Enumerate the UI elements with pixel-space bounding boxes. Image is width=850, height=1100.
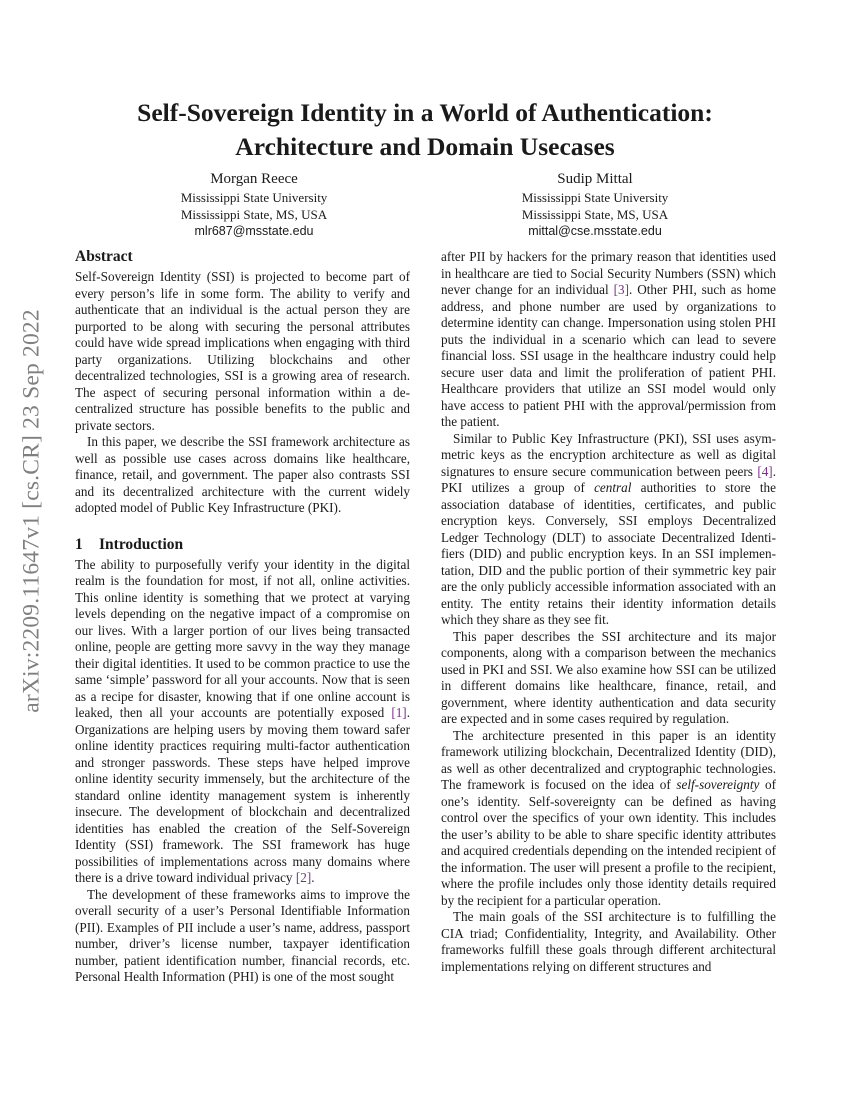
section-number: 1: [75, 535, 83, 553]
intro-paragraph-5: [441, 728, 776, 910]
citation-link[interactable]: [2]: [295, 870, 312, 885]
author-location: Mississippi State, MS, USA: [521, 207, 669, 222]
intro-paragraph-3: [441, 431, 776, 629]
author-name: Sudip Mittal: [557, 171, 633, 187]
author-block-2: [475, 169, 715, 240]
text-run: . Organizations are helping users by moving them toward safer online identity practices requiring multi-factor authentication and stronger passwords. These steps have helped improve online identity security immensely, but the architecture of the standard online identity management system is inherently insecure. The development of blockchain and decentralized identities has enabled the creation of the Self-Sovereign Identity (SSI) framework. The SSI framework has huge possibilities of implementations across many domains where there is a drive toward individual privacy: [75, 705, 410, 885]
author-email: mittal@cse.msstate.edu: [528, 224, 662, 238]
author-location: Mississippi State, MS, USA: [180, 207, 328, 222]
intro-paragraph-2-cont: [441, 249, 776, 431]
text-run: authorities to store the association database of identities, certificates, and public encryption keys. Conversely, SSI employs Decentralized Ledger Technology (DLT) to associate Decentralized Identifiers (DID) and public encryption keys. In an SSI implementation, DID and the public portion of their symmetric key pair are the only publicly accessible information associated with an entity. The entity retains their identity information details which they share as they see fit.: [441, 480, 776, 627]
citation-link[interactable]: [1]: [391, 705, 407, 720]
text-run: . PKI utilizes a group of: [441, 463, 776, 495]
text-run: after PII by hackers for the primary reason that identities used in healthcare are tied to Social Security Numbers (SSN) which never change for an individual: [441, 249, 776, 297]
citation-link[interactable]: [4]: [757, 463, 773, 479]
author-affiliation: Mississippi State University: [180, 190, 328, 205]
text-run: Similar to Public Key Infrastructure (PKI), SSI uses asymmetric keys as the encryption architecture as well as digital signatures to ensure secure communication between peers: [441, 430, 776, 479]
title-line-2: Architecture and Domain Usecases: [235, 132, 615, 161]
author-name: Morgan Reece: [210, 171, 298, 187]
text-run: The ability to purposefully verify your identity in the digital realm is the foundation for most, if not all, online activities. This online identity is something that we protect at varying levels depending on the negative impact of a compromise on our lives. With a larger portion of our lives being transacted online, people are getting more savvy in the way they manage their digital identities. It used to be common practice to use the same ‘simple’ password for all your accounts. Now that is seen as a recipe for disaster, knowing that if one online account is leaked, then all your accounts are potentially exposed: [75, 556, 410, 720]
right-column: [441, 249, 776, 975]
arxiv-stamp: [14, 296, 50, 726]
text-run: .: [311, 870, 315, 885]
citation-link[interactable]: [3]: [613, 282, 629, 297]
section-title-text: Introduction: [99, 535, 184, 553]
intro-paragraph-4: This paper describes the SSI architecture and its major components, along with a comparison between the mechanics used in PKI and SSI. We also examine how SSI can be utilized in different domains like healthcare, finance, retail, and government, where identity authentication and data security are expected and in some cases required by regulation.: [441, 628, 776, 726]
abstract-paragraph-2: In this paper, we describe the SSI framework architecture as well as possible use cases across domains like healthcare, finance, retail, and government. The paper also contrasts SSI and its decentralized architecture with the current widely adopted model of Public Key Infrastructure (PKI).: [75, 434, 410, 515]
author-affiliation: Mississippi State University: [521, 190, 669, 205]
left-column: [75, 247, 410, 986]
intro-paragraph-6: The main goals of the SSI architecture is to fulfilling the CIA triad; Confidentiality, Integrity, and Availability. Other frameworks fulfill these goals through different architectural implementations relying on different structures and: [441, 909, 776, 974]
abstract-heading: Abstract: [75, 248, 133, 265]
author-email: mlr687@msstate.edu: [194, 224, 314, 238]
author-block-1: [134, 169, 374, 240]
abstract-paragraph-1: Self-Sovereign Identity (SSI) is projected to become part of every person’s life in some form. The ability to verify and authenticate that an individual is the actual person they are purported to be along with securing the personal attributes could have wide spread implications when engaging with third party organizations. Utilizing blockchains and other decentralized technologies, SSI is a growing area of research. The aspect of securing personal information within a decentralized structure has possible benefits to the public and private sectors.: [75, 269, 410, 433]
intro-paragraph-1: [75, 557, 410, 887]
title-line-1: Self-Sovereign Identity in a World of Authentication:: [137, 98, 713, 127]
arxiv-identifier: arXiv:2209.11647v1 [cs.CR] 23 Sep 2022: [18, 309, 45, 713]
emphasis-text: self-sovereignty: [676, 777, 760, 792]
intro-paragraph-2: The development of these frameworks aims to improve the overall security of a user’s Personal Identifiable Information (PII). Examples of PII include a user’s name, address, passport number, driver’s license number, taxpayer identification number, patient identification number, financial records, etc. Personal Health Information (PHI) is one of the most sought: [75, 886, 410, 984]
introduction-heading: [75, 535, 410, 555]
text-run: . Other PHI, such as home address, and phone number are used by organizations to determine identity can change. Impersonation using stolen PHI puts the individual in a scenario which can lead to severe financial loss. SSI usage in the healthcare industry could help secure user data and limit the proliferation of patient PHI. Healthcare providers that utilize an SSI model would only have access to patient PHI with the approval/permission from the patient.: [441, 282, 776, 429]
text-run: The architecture presented in this paper is an identity framework utilizing blockchain, Decentralized Identity (DID), as well as other decentralized and cryptographic technologies. The framework is focused on the idea of: [441, 727, 776, 792]
emphasis-text: central: [594, 480, 632, 495]
paper-title: [60, 96, 790, 164]
text-run: of one’s identity. Self-sovereignty can be defined as having control over the specifics of your own identity. This includes the user’s ability to be able to share specific identity attributes and acquired credentials depending on the intended recipient of the information. The user will present a profile to the recipient, where the profile includes only those identity details required by the recipient for a particular operation.: [441, 777, 776, 908]
